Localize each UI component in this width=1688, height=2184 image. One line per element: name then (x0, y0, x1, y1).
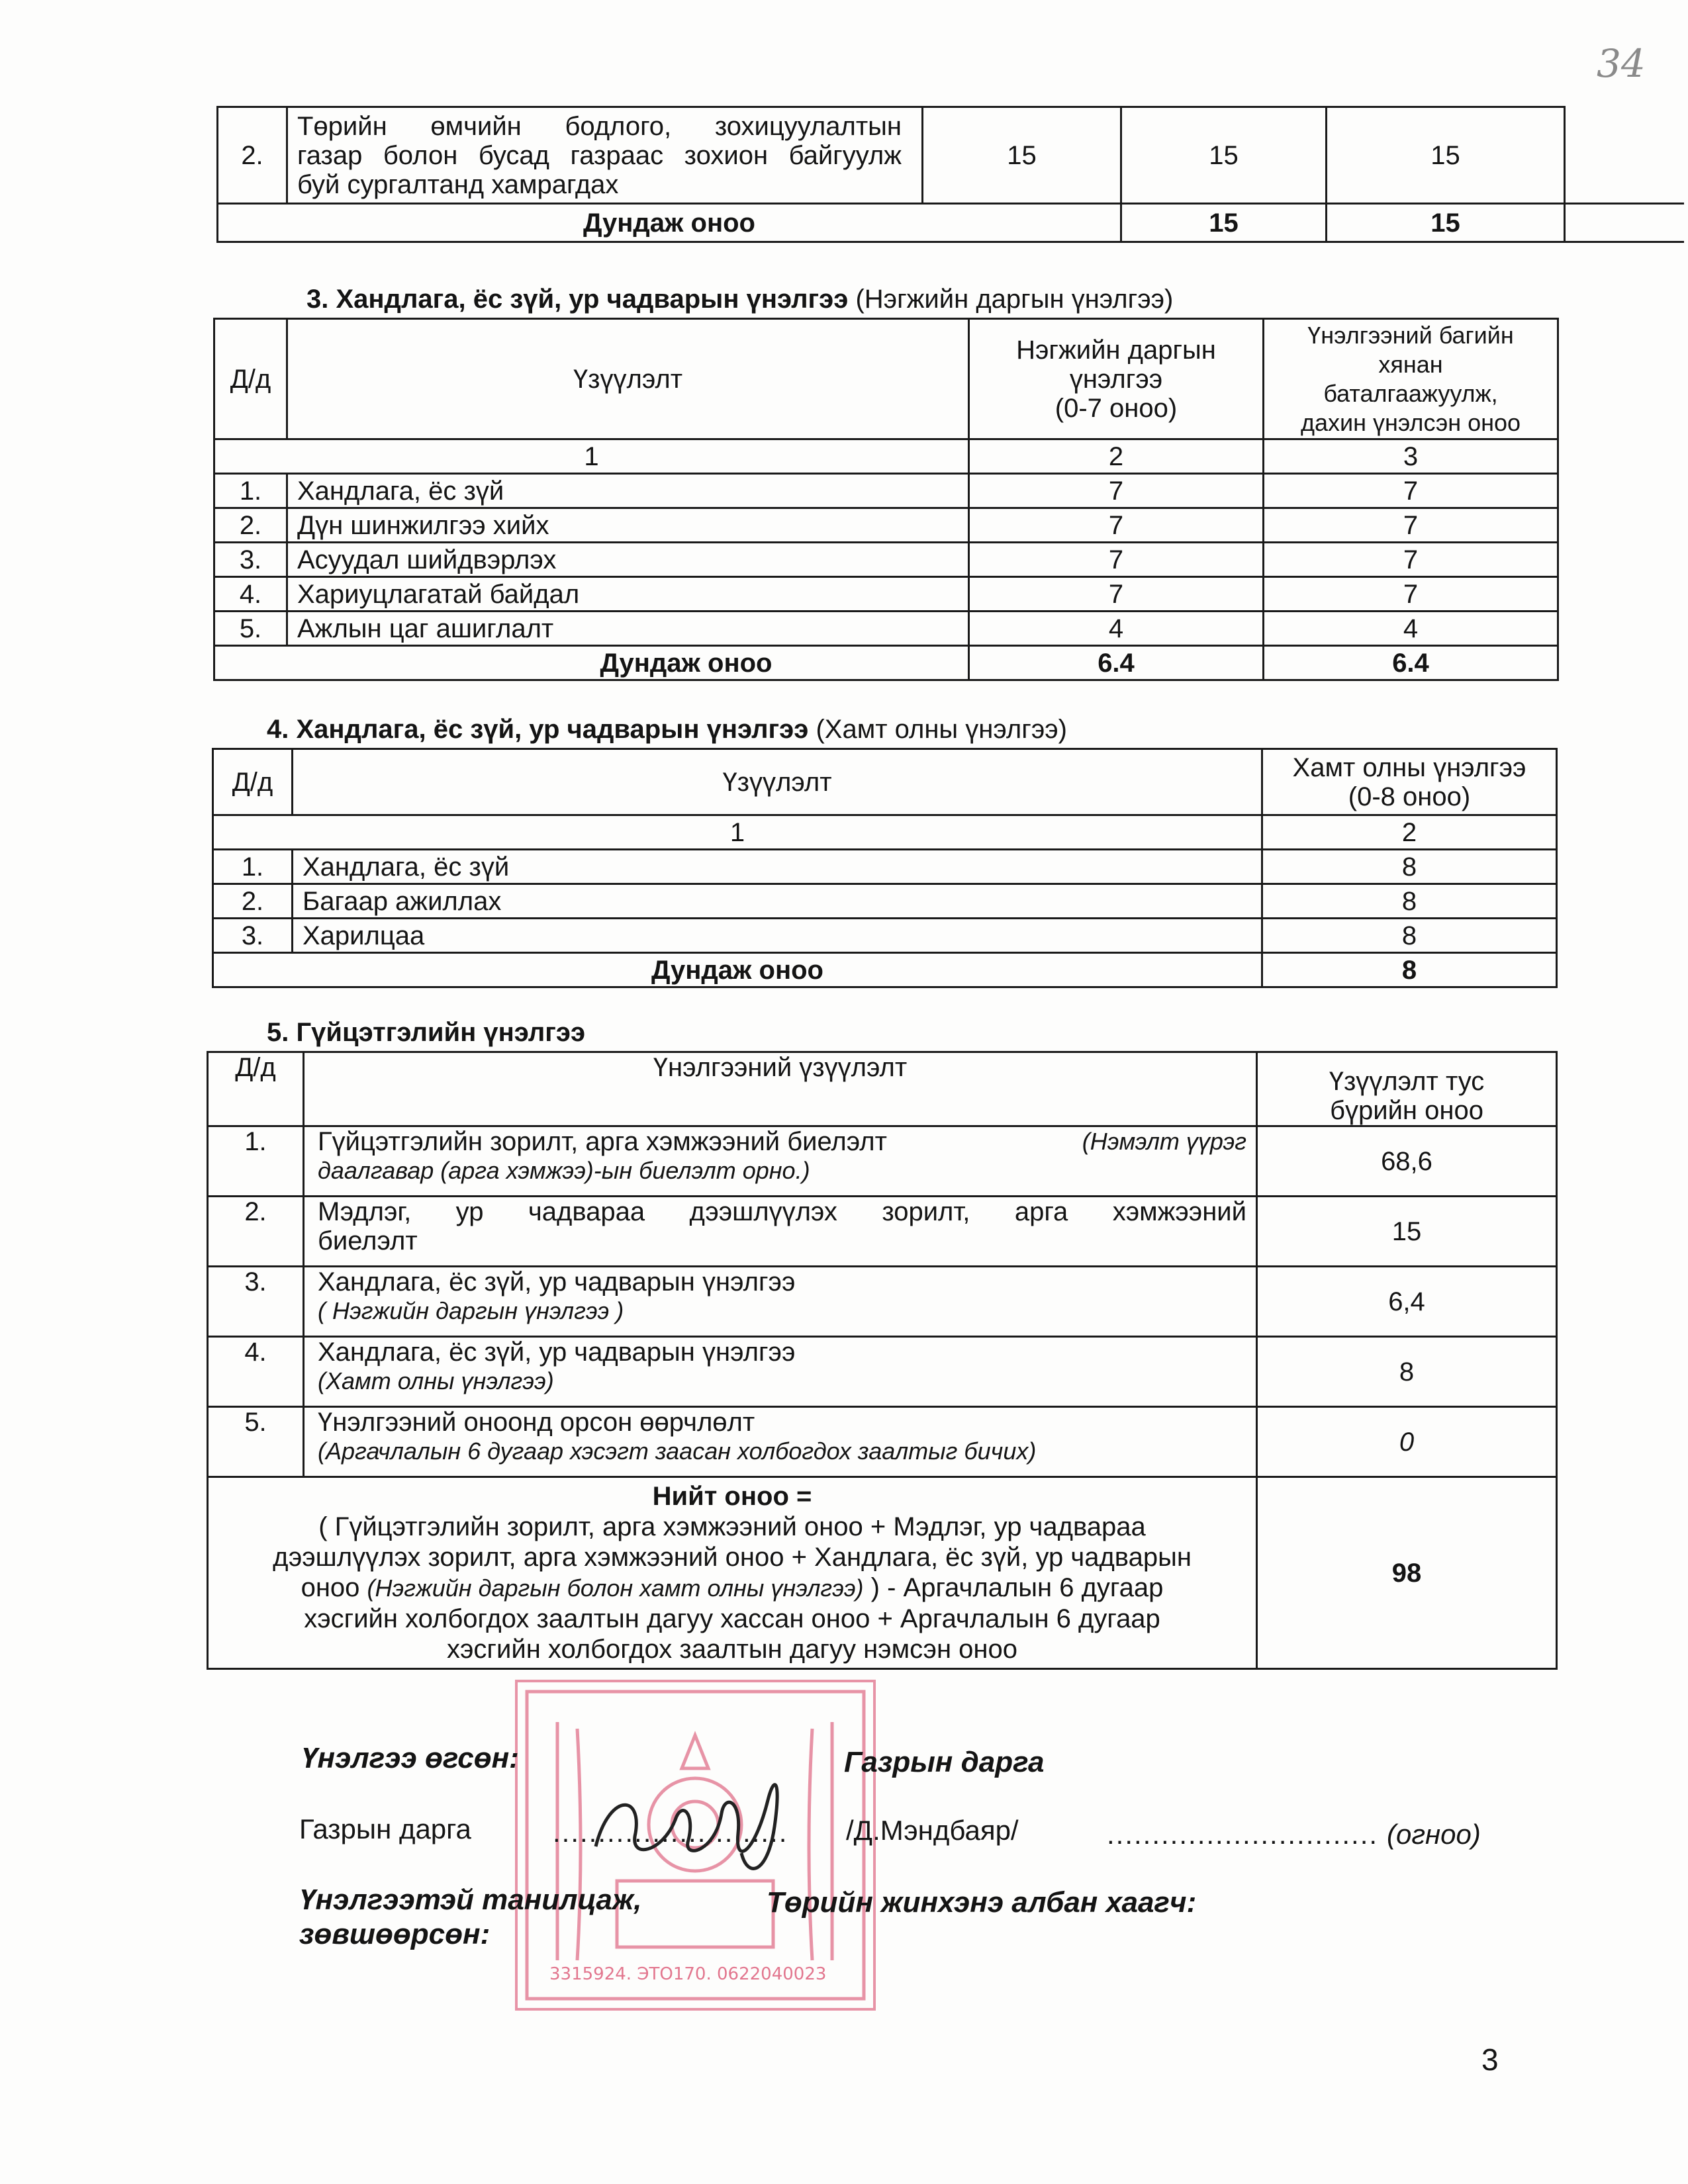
row-label: Асуудал шийдвэрлэх (287, 543, 969, 577)
index-cell: 2 (969, 439, 1264, 474)
row-value: 7 (1264, 577, 1558, 612)
header-criteria: Үзүүлэлт (287, 319, 969, 439)
row-value: 6,4 (1257, 1267, 1557, 1337)
row-value: 7 (1264, 474, 1558, 508)
row-label: Хандлага, ёс зүй, ур чадварын үнэлгээ ( Нэгжийн даргын үнэлгээ ) (304, 1267, 1257, 1337)
header-number: Д/д (213, 749, 293, 815)
section5-title: 5. Гүйцэтгэлийн үнэлгээ (267, 1018, 586, 1047)
average-label: Дундаж оноо (218, 204, 1121, 242)
row-number: 3. (213, 919, 293, 953)
date-line: .............................. (1107, 1819, 1379, 1850)
row-label: Хандлага, ёс зүй, ур чадварын үнэлгээ (Хамт олны үнэлгээ) (304, 1337, 1257, 1407)
evaluator-label: Үнэлгээ өгсөн: (301, 1742, 519, 1774)
row-value: 15 (1257, 1197, 1557, 1267)
section3-table (213, 318, 1559, 681)
table-row (213, 919, 1557, 953)
row-label: Ажлын цаг ашиглалт (287, 612, 969, 646)
signer-name: /Д.Мэндбаяр/ (846, 1815, 1019, 1846)
row-label: Харилцаа (293, 919, 1262, 953)
evaluator-title: Газрын дарга (844, 1746, 1045, 1778)
header-criteria: Үнэлгээний үзүүлэлт (304, 1052, 1257, 1126)
average-value: 6.4 (969, 646, 1264, 680)
row-label: Төрийн өмчийн бодлого, зохицуулалтын газар болон бусад газраас зохион байгуулж буй сургалтанд хамрагдах (287, 107, 923, 204)
row-value: 7 (1264, 508, 1558, 543)
total-value: 98 (1257, 1477, 1557, 1669)
total-formula: Нийт оноо = ( Гүйцэтгэлийн зорилт, арга хэмжээний оноо + Мэдлэг, ур чадвараа дээшлүүлэх зорилт, арга хэмжээний оноо + Хандлага, ёс зүй, ур чадварын оноо (Нэгжийн даргын болон хамт олны үнэлгээ) ) - Аргачлалын 6 дугаар хэсгийн холбогдох заалтын дагуу хассан оноо + Аргачлалын 6 дугаар хэсгийн холбогдох заалтын дагуу нэмсэн оноо (208, 1477, 1257, 1669)
average-label: Дундаж оноо (213, 953, 1262, 987)
section4-table (212, 748, 1558, 988)
row-value: 15 (923, 107, 1121, 204)
row-value: 68,6 (1257, 1126, 1557, 1197)
signature-line: .......................... (553, 1817, 788, 1848)
row-value: 7 (969, 577, 1264, 612)
row-label: Гүйцэтгэлийн зорилт, арга хэмжээний биелэлт (Нэмэлт үүрэг даалгавар (арга хэмжээ)-ын биелэлт орно.) (304, 1126, 1257, 1197)
header-number: Д/д (208, 1052, 304, 1126)
row-value: 7 (969, 508, 1264, 543)
stamp-id: 3315924. ЭТО170. 0622040023 (549, 1964, 827, 1984)
row-label: Хандлага, ёс зүй (287, 474, 969, 508)
row-value: 8 (1262, 919, 1557, 953)
row-number: 1. (208, 1126, 304, 1197)
row-number: 2. (213, 884, 293, 919)
page-corner-mark: 34 (1597, 41, 1646, 86)
date-label: (огноо) (1387, 1819, 1481, 1850)
top-table (216, 106, 1684, 243)
row-number: 2. (214, 508, 287, 543)
row-label: Хандлага, ёс зүй (293, 850, 1262, 884)
row-number: 1. (214, 474, 287, 508)
section4-title: 4. Хандлага, ёс зүй, ур чадварын үнэлгээ (Хамт олны үнэлгээ) (267, 715, 1067, 744)
average-value: 15 (1121, 204, 1327, 242)
row-number: 4. (214, 577, 287, 612)
header-collective-score: Хамт олны үнэлгээ (0-8 оноо) (1262, 749, 1557, 815)
row-value: 7 (969, 543, 1264, 577)
table-row (213, 850, 1557, 884)
civil-servant-label: Төрийн жинхэнэ албан хаагч: (767, 1886, 1197, 1919)
table-row (208, 1267, 1557, 1337)
table-row (213, 884, 1557, 919)
row-number: 5. (208, 1407, 304, 1477)
header-criteria: Үзүүлэлт (293, 749, 1262, 815)
row-value: 7 (1264, 543, 1558, 577)
row-label: Дүн шинжилгээ хийх (287, 508, 969, 543)
page-number: 3 (1481, 2042, 1499, 2077)
row-value: 8 (1257, 1337, 1557, 1407)
row-number: 4. (208, 1337, 304, 1407)
section3-title: 3. Хандлага, ёс зүй, ур чадварын үнэлгээ (Нэгжийн даргын үнэлгээ) (306, 285, 1174, 314)
total-row (208, 1477, 1557, 1669)
row-number: 3. (214, 543, 287, 577)
row-value: 7 (969, 474, 1264, 508)
average-value: 8 (1262, 953, 1557, 987)
table-row (208, 1407, 1557, 1477)
row-value: 8 (1262, 850, 1557, 884)
table-row (214, 474, 1558, 508)
index-cell: 1 (214, 439, 969, 474)
table-row (208, 1126, 1557, 1197)
average-value: 15 (1327, 204, 1565, 242)
table-row (214, 577, 1558, 612)
average-label: Дундаж оноо (214, 646, 969, 680)
row-value: 15 (1121, 107, 1327, 204)
row-label: Хариуцлагатай байдал (287, 577, 969, 612)
header-team-score: Үнэлгээний багийн хянан баталгаажуулж, дахин үнэлсэн оноо (1264, 319, 1558, 439)
row-value: 4 (969, 612, 1264, 646)
row-label: Багаар ажиллах (293, 884, 1262, 919)
row-number: 1. (213, 850, 293, 884)
acknowledged-label: Үнэлгээтэй танилцаж, зөвшөөрсөн: (299, 1884, 642, 1950)
row-number: 2. (218, 107, 287, 204)
table-row (208, 1197, 1557, 1267)
table-row (214, 612, 1558, 646)
index-cell: 1 (213, 815, 1262, 850)
section5-table (207, 1051, 1558, 1670)
index-cell: 2 (1262, 815, 1557, 850)
row-value: 0 (1257, 1407, 1557, 1477)
row-value: 15 (1327, 107, 1565, 204)
row-label: Үнэлгээний оноонд орсон өөрчлөлт (Аргачлалын 6 дугаар хэсэгт заасан холбогдох заалтыг бичих) (304, 1407, 1257, 1477)
row-number: 2. (208, 1197, 304, 1267)
role-label: Газрын дарга (299, 1813, 471, 1844)
table-row (214, 508, 1558, 543)
average-value: 6.4 (1264, 646, 1558, 680)
row-value: 8 (1262, 884, 1557, 919)
row-label: Мэдлэг, ур чадвараа дээшлүүлэх зорилт, арга хэмжээний биелэлт (304, 1197, 1257, 1267)
header-number: Д/д (214, 319, 287, 439)
row-value: 4 (1264, 612, 1558, 646)
index-cell: 3 (1264, 439, 1558, 474)
row-number: 3. (208, 1267, 304, 1337)
handwritten-signature (583, 1754, 808, 1886)
row-number: 5. (214, 612, 287, 646)
header-score: Үзүүлэлт тус бүрийн оноо (1257, 1052, 1557, 1126)
table-row (208, 1337, 1557, 1407)
header-unit-head-score: Нэгжийн даргын үнэлгээ (0-7 оноо) (969, 319, 1264, 439)
table-row (214, 543, 1558, 577)
